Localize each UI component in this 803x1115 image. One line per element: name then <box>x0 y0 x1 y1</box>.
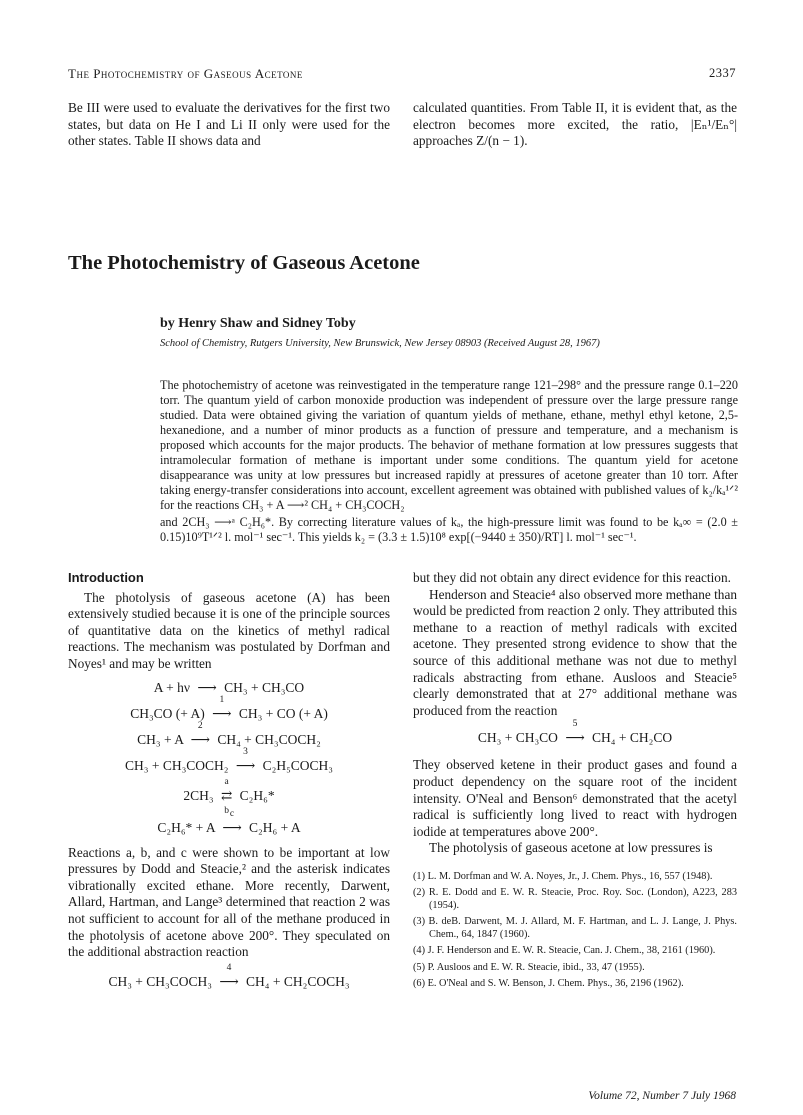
intro-paragraph-2: Reactions a, b, and c were shown to be important at low pressures by Dodd and Steacie,² and the asterisk indicates vibrationally excited ethane. More recently, Darwent, Allard, Hartman, and Lange³ determined that reaction 2 was not sufficient to account for all of the methane produced in the photolysis of acetone above 200°. They speculated on the additional abstraction reaction <box>68 844 390 960</box>
abstract <box>160 378 738 545</box>
reaction-arrow: ⟶ 3 <box>235 746 256 773</box>
equation-1: CH₃CO (+ A) ⟶ 1 CH₃ + CO (+ A) <box>130 694 328 721</box>
equation-2: CH₃ + A ⟶ 2 CH₄ + CH₃COCH₂ <box>137 720 321 747</box>
reaction-arrow: ⟶ 4 <box>219 962 239 989</box>
reaction-arrow: ⟶ c <box>222 808 242 835</box>
equation-c: C₂H₆* + A ⟶ c C₂H₆ + A <box>157 808 301 835</box>
section-heading-introduction: Introduction <box>68 570 144 585</box>
running-head <box>68 66 736 82</box>
intro-paragraph-3: but they did not obtain any direct evidence for this reaction. <box>413 570 731 585</box>
intro-paragraph-4: Henderson and Steacie⁴ also observed more methane than would be predicted from reaction 2 only. They attributed this methane to a reaction of methyl radicals with excited acetone. They presented strong evidence to show that the source of this additional methane was not due to methyl radicals abstracting from ethane. Ausloos and Steacie⁵ clearly demonstrated that at 27° additional methane was produced from the reaction <box>413 586 737 718</box>
intro-paragraph-5: They observed ketene in their product gases and found a product dependency on the square root of the incident intensity. O'Neal and Benson⁶ demonstrated that the acetyl radical is sufficiently long lived to react with hydrogen iodide at temperatures above 200°. <box>413 757 737 839</box>
carryover-left-text: Be III were used to evaluate the derivatives for the first two states, but data on He I and Li II only were used for the other states. Table II shows data and <box>68 100 390 149</box>
reference-item: (4) J. F. Henderson and E. W. R. Steacie, Can. J. Chem., 38, 2161 (1960). <box>413 945 716 957</box>
intro-paragraph-6: The photolysis of gaseous acetone at low pressures is <box>429 840 713 856</box>
reference-item: (5) P. Ausloos and E. W. R. Steacie, ibid., 33, 47 (1955). <box>413 961 645 973</box>
equation-0: A + hν ⟶ CH₃ + CH₃CO <box>153 679 305 695</box>
running-head-title: The Photochemistry of Gaseous Acetone <box>68 66 303 81</box>
equation-ab: 2CH₃ ⇄ a b C₂H₆* <box>183 776 275 816</box>
abstract-text-1: The photochemistry of acetone was reinvestigated in the temperature range 121–298° and the pressure range 0.1–220 torr. The quantum yield of carbon monoxide production was independent of pressure over the large pressure range studied. Data were obtained giving the variation of quantum yields of methane, ethane, methyl ethyl ketone, 2,5-hexanedione, and a number of minor products as a function of pressure and temperature, and a mechanism is proposed which accounts for the major products. The behavior of methane formation at low pressures suggests that intramolecular formation of methane is important under some conditions. The quantum yield for acetone disappearance was unity at low pressures but increased rapidly at pressures of acetone greater than 10 torr. After taking energy-transfer considerations into account, excellent agreement was obtained with published values of k₂/kₐ¹ᐟ² for the reactions CH₃ + A ⟶² CH₄ + CH₃COCH₂ <box>160 378 738 512</box>
reference-item: (2) R. E. Dodd and E. W. R. Steacie, Proc. Roy. Soc. (London), A223, 283 (1954). <box>413 887 737 911</box>
reaction-arrow: ⟶ 2 <box>190 720 210 747</box>
reference-item: (3) B. deB. Darwent, M. J. Allard, M. F. Hartman, and L. J. Lange, J. Phys. Chem., 64, 1847 (1960). <box>413 916 737 940</box>
reaction-arrow: ⟶ <box>197 679 217 695</box>
equilibrium-arrow: ⇄ a b <box>220 776 233 816</box>
right-column <box>413 570 737 995</box>
abstract-text-2: and 2CH₃ ⟶ᵃ C₂H₆*. By correcting literature values of kₐ, the high-pressure limit was found to be kₐ∞ = (2.0 ± 0.15)10⁹T¹ᐟ² l. mol⁻¹ sec⁻¹. This yields k₂ = (3.3 ± 1.5)10⁸ exp[(−9440 ± 350)/RT] l. mol⁻¹ sec⁻¹. <box>160 515 738 544</box>
journal-footer: Volume 72, Number 7 July 1968 <box>588 1090 736 1102</box>
equation-5: CH₃ + CH₃CO ⟶ 5 CH₄ + CH₂CO <box>477 719 673 746</box>
left-column <box>68 570 390 999</box>
equation-3: CH₃ + CH₃COCH₂ ⟶ 3 C₂H₅COCH₃ <box>125 746 333 773</box>
reaction-arrow: ⟶ 5 <box>565 719 585 746</box>
equation-4: CH₃ + CH₃COCH₃ ⟶ 4 CH₄ + CH₂COCH₃ <box>108 962 350 989</box>
page-number: 2337 <box>709 66 736 80</box>
article-affiliation: School of Chemistry, Rutgers University, New Brunswick, New Jersey 08903 (Received August 28, 1967) <box>160 338 600 349</box>
carryover-left-column <box>68 100 390 150</box>
references <box>413 871 737 991</box>
carryover-right-text: calculated quantities. From Table II, it is evident that, as the electron becomes more excited, the ratio, |Eₙ¹/Eₙ°| approaches Z/(n − 1). <box>413 100 737 149</box>
reference-item: (6) E. O'Neal and S. W. Benson, J. Chem. Phys., 36, 2196 (1962). <box>413 978 684 990</box>
article-authors: by Henry Shaw and Sidney Toby <box>160 316 356 331</box>
article-title: The Photochemistry of Gaseous Acetone <box>68 252 420 274</box>
intro-paragraph-1: The photolysis of gaseous acetone (A) has been extensively studied because it is one of the principle sources of quantitative data on the kinetics of methyl radical reactions. The mechanism was postulated by Dorfman and Noyes¹ and may be written <box>68 589 390 671</box>
reaction-arrow: ⟶ 1 <box>212 694 232 721</box>
carryover-right-column <box>413 100 737 150</box>
reference-item: (1) L. M. Dorfman and W. A. Noyes, Jr., J. Chem. Phys., 16, 557 (1948). <box>413 870 713 882</box>
